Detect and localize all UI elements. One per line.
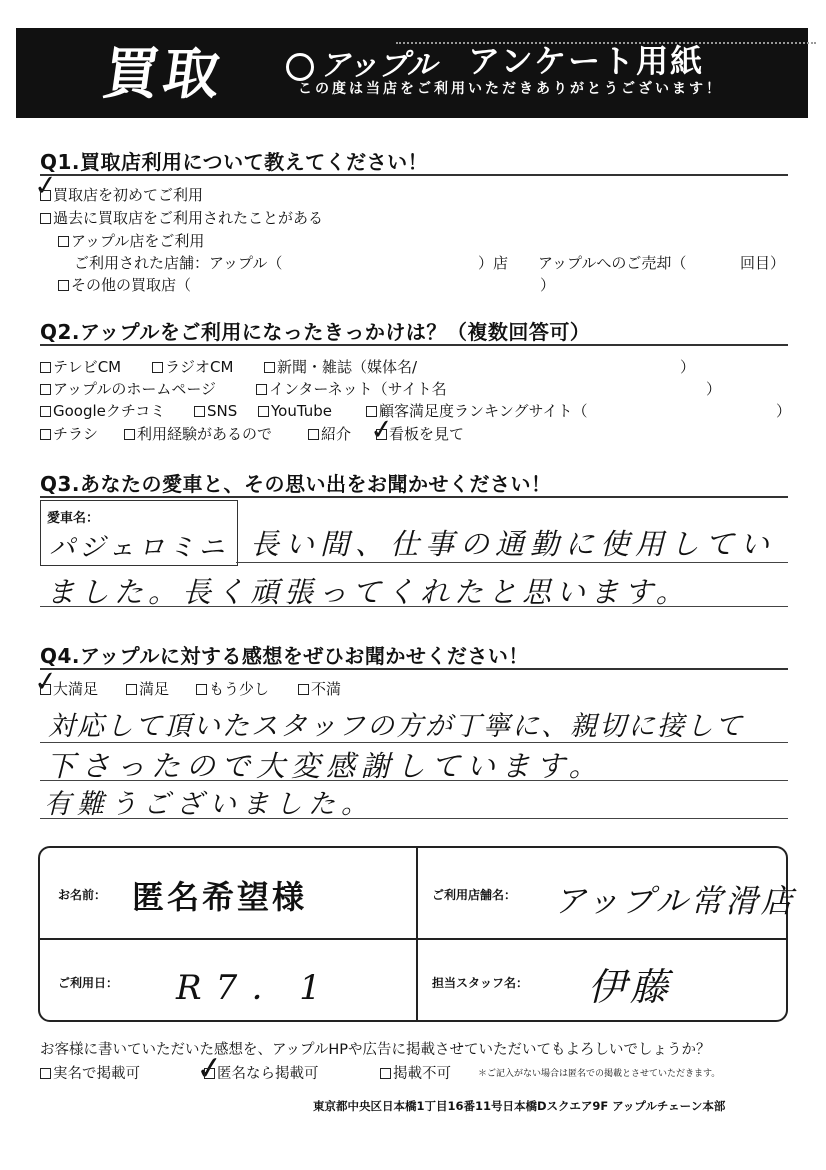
q2-option-ranking[interactable]: 顧客満足度ランキングサイト（ (366, 402, 588, 420)
form-title: アンケート用紙 (468, 42, 705, 80)
apple-logo-icon (286, 53, 314, 81)
car-name-label: 愛車名： (47, 511, 100, 526)
q2-option-referral[interactable]: 紹介 (308, 425, 351, 443)
checkbox[interactable] (40, 190, 51, 201)
checkbox[interactable] (258, 406, 269, 417)
visit-date-value[interactable]: R7．1 (176, 968, 335, 1008)
header-banner (16, 28, 808, 118)
q3-answer-line-1[interactable]: 長い間、仕事の通勤に使用してい (250, 527, 776, 561)
q2-signboard-check-mark: ✓ (368, 411, 396, 448)
car-name-value[interactable]: パジェロミニ (49, 533, 229, 563)
q2-option-internet[interactable]: インターネット（サイト名 (256, 380, 447, 398)
q4-option-very-satisfied[interactable]: 大満足 (40, 680, 98, 698)
q4-very-satisfied-check-mark: ✓ (32, 663, 60, 700)
brand-name: アップル (320, 48, 437, 83)
q1-count-field-suffix: 回目） (740, 254, 786, 272)
publish-anonymous-check-mark: ✓ (194, 1047, 225, 1089)
checkbox[interactable] (380, 1068, 391, 1079)
q1-store-field-suffix: ）店 (478, 254, 509, 272)
publish-consent-question: お客様に書いていただいた感想を、アップルHPや広告に掲載させていただいてもよろしいでしょうか？ (40, 1042, 711, 1058)
q4-rule (40, 668, 788, 670)
q1-option-other[interactable]: その他の買取店（ (58, 276, 191, 294)
visit-date-label: ご利用日： (58, 976, 119, 990)
q4-answer-line-1[interactable]: 対応して頂いたスタッフの方が丁寧に、親切に接して (48, 711, 744, 742)
q1-option-past[interactable]: 過去に買取店をご利用されたことがある (40, 209, 323, 227)
q4-answer-line-2[interactable]: 下さったので大変感謝しています。 (46, 749, 604, 783)
checkbox[interactable] (298, 684, 309, 695)
publish-option-real-name[interactable]: 実名で掲載可 (40, 1062, 140, 1083)
q1-option-apple[interactable]: アップル店をご利用 (58, 232, 204, 250)
checkbox[interactable] (40, 1068, 51, 1079)
checkbox[interactable] (40, 406, 51, 417)
checkbox[interactable] (196, 684, 207, 695)
info-vertical-divider (416, 848, 418, 1020)
q2-option-radio[interactable]: ラジオCM (152, 358, 233, 376)
store-name-label: ご利用店舗名： (432, 888, 517, 902)
checkbox[interactable] (58, 280, 69, 291)
q2-option-google[interactable]: Googleクチコミ (40, 402, 165, 420)
checkbox[interactable] (204, 1068, 215, 1079)
q4-answer-line-3[interactable]: 有難うございました。 (44, 789, 374, 820)
checkbox[interactable] (126, 684, 137, 695)
company-address: 東京都中央区日本橋1丁目16番11号日本橋Dスクエア9F アップルチェーン本部 (313, 1099, 726, 1113)
checkbox[interactable] (40, 362, 51, 373)
checkbox[interactable] (40, 684, 51, 695)
checkbox[interactable] (264, 362, 275, 373)
checkbox[interactable] (40, 429, 51, 440)
q1-store-field-label: ご利用された店舗：アップル（ (74, 254, 283, 272)
q2-option-signboard[interactable]: 看板を見て (376, 425, 464, 443)
checkbox[interactable] (256, 384, 267, 395)
q2-paper-close: ） (680, 358, 696, 376)
checkbox[interactable] (308, 429, 319, 440)
name-value[interactable]: 匿名希望様 (132, 878, 308, 916)
q2-option-tv[interactable]: テレビCM (40, 358, 121, 376)
q4-option-satisfied[interactable]: 満足 (126, 680, 169, 698)
kaitori-logo: 買取 (98, 42, 228, 107)
car-name-box (40, 500, 238, 566)
q1-count-field-label: アップルへのご売却（ (538, 254, 687, 272)
q4-option-dissatisfied[interactable]: 不満 (298, 680, 341, 698)
q1-rule (40, 174, 788, 176)
checkbox[interactable] (152, 362, 163, 373)
customer-info-box (38, 846, 796, 1022)
q1-title: Q1.買取店利用について教えてください！ (40, 150, 429, 174)
q2-option-experience[interactable]: 利用経験があるので (124, 425, 272, 443)
name-label: お名前： (58, 888, 107, 902)
publish-note: ＊ご記入がない場合は匿名での掲載とさせていただきます。 (478, 1069, 721, 1079)
q3-rule (40, 496, 788, 498)
checkbox[interactable] (40, 384, 51, 395)
info-horizontal-divider (40, 938, 786, 940)
q1-option-first[interactable]: 買取店を初めてご利用 (40, 186, 203, 204)
q4-option-little-more[interactable]: もう少し (196, 680, 269, 698)
publish-option-anonymous[interactable]: 匿名なら掲載可 (204, 1062, 319, 1083)
q3-answer-line-2[interactable]: ました。長く頑張ってくれたと思います。 (46, 575, 690, 609)
staff-name-value[interactable]: 伊藤 (588, 965, 673, 1009)
store-name-value[interactable]: アップル常滑店 (554, 882, 796, 920)
q1-other-close: ） (540, 276, 556, 294)
q1-first-check-mark: ✓ (32, 167, 60, 204)
q2-title: Q2.アップルをご利用になったきっかけは？（複数回答可） (40, 320, 591, 344)
checkbox[interactable] (58, 236, 69, 247)
q2-ranking-close: ） (776, 402, 792, 420)
q2-rule (40, 344, 788, 346)
q2-internet-close: ） (706, 380, 722, 398)
q2-option-flyer[interactable]: チラシ (40, 425, 98, 443)
q2-option-youtube[interactable]: YouTube (258, 402, 332, 420)
checkbox[interactable] (376, 429, 387, 440)
q2-option-paper[interactable]: 新聞・雑誌（媒体名/ (264, 358, 417, 376)
checkbox[interactable] (194, 406, 205, 417)
staff-name-label: 担当スタッフ名： (432, 976, 529, 990)
checkbox[interactable] (40, 213, 51, 224)
q2-option-sns[interactable]: SNS (194, 402, 237, 420)
checkbox[interactable] (124, 429, 135, 440)
q4-title: Q4.アップルに対する感想をぜひお聞かせください！ (40, 644, 529, 668)
form-subtitle: この度は当店をご利用いただきありがとうございます！ (298, 81, 723, 97)
q2-option-homepage[interactable]: アップルのホームページ (40, 380, 216, 398)
q3-title: Q3.あなたの愛車と、その思い出をお聞かせください！ (40, 472, 552, 496)
publish-option-not-allowed[interactable]: 掲載不可 (380, 1062, 451, 1083)
